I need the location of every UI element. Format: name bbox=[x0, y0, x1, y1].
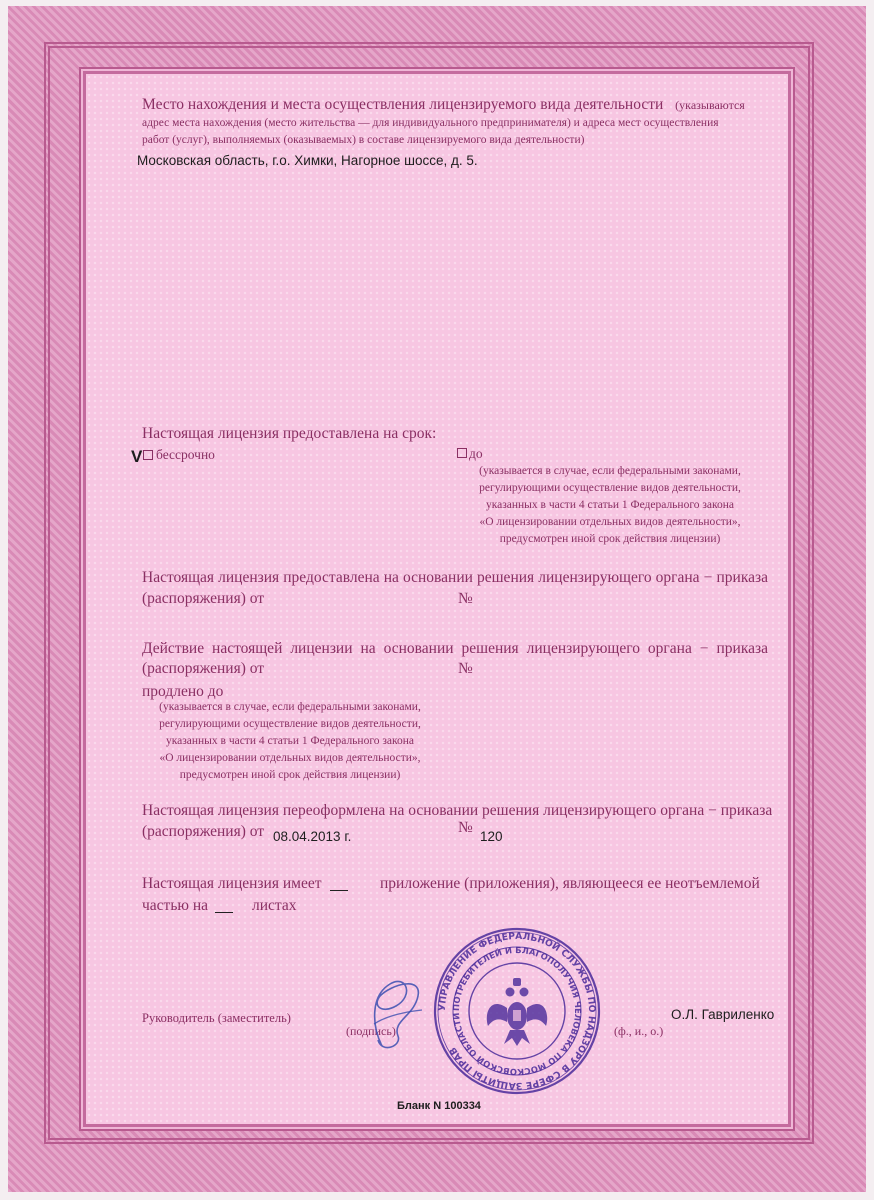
name-value: О.Л. Гавриленко bbox=[671, 1007, 775, 1022]
until-checkbox bbox=[457, 448, 467, 458]
reissue-number-label: № bbox=[458, 819, 473, 836]
extension-line2: (распоряжения) от bbox=[142, 660, 265, 677]
until-label: до bbox=[469, 446, 483, 461]
name-label: (ф., и., о.) bbox=[614, 1024, 664, 1038]
extended-until-label: продлено до bbox=[142, 683, 224, 700]
reissue-number-value: 120 bbox=[480, 829, 503, 844]
check-mark: V bbox=[131, 447, 143, 466]
address-value: Московская область, г.о. Химки, Нагорное шоссе, д. 5. bbox=[137, 153, 478, 168]
appendix-line2-a: частью на bbox=[142, 897, 209, 914]
appendix-line1-b: приложение (приложения), являющееся ее неотъемлемой bbox=[380, 875, 760, 892]
indefinite-checkbox bbox=[143, 450, 153, 460]
basis-number-label: № bbox=[458, 590, 473, 607]
signature-label: (подпись) bbox=[346, 1024, 396, 1038]
reissue-date-value: 08.04.2013 г. bbox=[273, 829, 352, 844]
form-number: Бланк N 100334 bbox=[397, 1100, 481, 1112]
extension-line1: Действие настоящей лицензии на основании решения лицензирующего органа − приказа bbox=[142, 640, 768, 657]
reissue-line1: Настоящая лицензия переоформлена на основании решения лицензирующего органа − приказа bbox=[142, 802, 773, 819]
appendix-line1-a: Настоящая лицензия имеет bbox=[142, 875, 322, 892]
address-title: Место нахождения и места осуществления лицензируемого вида деятельности (указываются bbox=[142, 96, 745, 113]
basis-line1: Настоящая лицензия предоставлена на основании решения лицензирующего органа − приказа bbox=[142, 569, 768, 586]
address-note-line2: адрес места нахождения (место жительства — для индивидуального предпринимателя) и адреса мест осуществления bbox=[142, 117, 719, 129]
basis-line2: (распоряжения) от bbox=[142, 590, 265, 607]
term-title: Настоящая лицензия предоставлена на срок: bbox=[142, 425, 437, 442]
appendix-sheets-blank bbox=[215, 912, 233, 913]
indefinite-label: бессрочно bbox=[156, 447, 215, 462]
appendix-line2-b: листах bbox=[252, 897, 297, 914]
until-note: (указывается в случае, если федеральными законами, регулирующими осуществление видов деятельности, указанных в части 4 статьи 1 Федерального закона «О лицензировании отдельных видов деятельности», предусмотрен иной срок действия лицензии) bbox=[479, 465, 741, 545]
reissue-line2: (распоряжения) от bbox=[142, 823, 265, 840]
role-label: Руководитель (заместитель) bbox=[142, 1011, 291, 1025]
svg-text:УПРАВЛЕНИЕ ФЕДЕРАЛЬНОЙ СЛУЖБЫ: УПРАВЛЕНИЕ ФЕДЕРАЛЬНОЙ СЛУЖБЫ ПО НАДЗОРУ В СФЕРЕ ЗАЩИТЫ ПРАВ bbox=[436, 930, 598, 1092]
extension-number-label: № bbox=[458, 660, 473, 677]
handwritten-signature bbox=[352, 966, 432, 1056]
official-stamp-seal bbox=[432, 926, 602, 1096]
svg-text:ПОТРЕБИТЕЛЕЙ И БЛАГОПОЛУЧИЯ ЧЕ: ПОТРЕБИТЕЛЕЙ И БЛАГОПОЛУЧИЯ ЧЕЛОВЕКА ПО МОСКОВСКОЙ ОБЛАСТИ bbox=[450, 944, 584, 1078]
address-note-line3: работ (услуг), выполняемых (оказываемых) в составе лицензируемого вида деятельности) bbox=[142, 134, 585, 146]
extension-note: (указывается в случае, если федеральными законами, регулирующими осуществление видов деятельности, указанных в части 4 статьи 1 Федерального закона «О лицензировании отдельных видов деятельности», предусмотрен иной срок действия лицензии) bbox=[159, 701, 421, 781]
appendix-count-blank bbox=[330, 890, 348, 891]
